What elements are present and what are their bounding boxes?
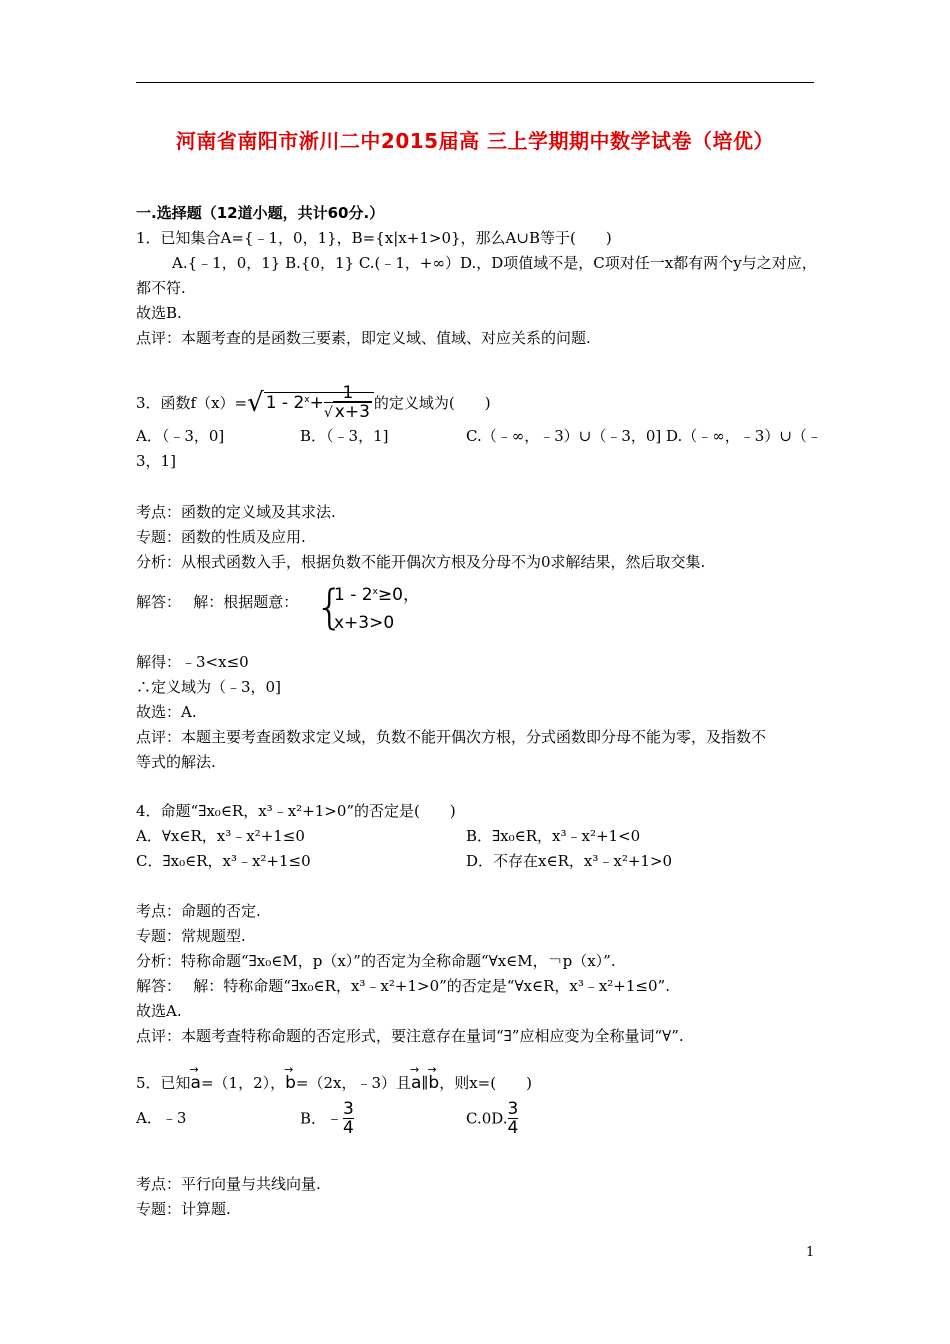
q5-vector-b-2: → b (428, 1073, 439, 1093)
q5-opt-d-num: 3 (507, 1099, 519, 1119)
q3-fraction (324, 384, 372, 422)
q5-parallel: ∥ (421, 1074, 429, 1092)
q3-domain: ∴定义域为（﹣3，0] (136, 678, 281, 696)
q3-opt-b: B．（﹣3，1] (300, 427, 389, 445)
q4-kaodian: 考点：命题的否定. (136, 902, 261, 920)
q3-comment-2: 等式的解法. (136, 753, 216, 771)
q5-vector-a-2: → a (411, 1073, 421, 1093)
q4-fenxi: 分析：特称命题“∃x₀∈M，p（x）”的否定为全称命题“∀x∈M，￢p（x）”. (136, 952, 616, 970)
q4-jieda: 解答： 解：特称命题“∃x₀∈R，x³﹣x²+1>0”的否定是“∀x∈R，x³﹣x²+1≤0”. (136, 977, 670, 995)
q3-opt-a: A．（﹣3，0] (136, 427, 225, 445)
q3-stem-pre: 3．函数f（x）= (136, 394, 248, 412)
brace-icon: { (315, 580, 345, 634)
q5-opt-b-fraction (343, 1100, 354, 1137)
q5-opt-d-den: 4 (507, 1118, 519, 1138)
q3-radicand-exp: x (304, 395, 310, 405)
q5-stem (136, 1073, 532, 1093)
q5-opt-d-fraction (508, 1100, 519, 1137)
q5-zhuanti: 专题：计算题. (136, 1200, 231, 1218)
q3-sys1-rel: ≥0， (377, 585, 420, 605)
q5-vector-a: → a (191, 1073, 201, 1093)
q3-frac-den-rad: x+3 (334, 402, 370, 422)
q3-sys1-exp: x (372, 587, 378, 597)
q4-opt-d: D．不存在x∈R，x³﹣x²+1>0 (466, 852, 673, 870)
q3-frac-num: 1 (342, 383, 354, 403)
q3-comment-1: 点评：本题主要考查函数求定义域，负数不能开偶次方根，分式函数即分母不能为零，及指数不 (136, 728, 767, 746)
q4-opt-a: A．∀x∈R，x³﹣x²+1≤0 (136, 827, 305, 845)
q4-opt-c: C．∃x₀∈R，x³﹣x²+1≤0 (136, 852, 311, 870)
q5-opt-b (300, 1100, 354, 1137)
q5-opt-a: A．﹣3 (136, 1109, 187, 1127)
q3-radicand: $1 - 2^x+\frac{1}{√ x+3}$ (264, 392, 374, 413)
q4-answer: 故选A. (136, 1002, 182, 1020)
q3-frac-den: √ x+3 (323, 402, 370, 422)
q4-zhuanti: 专题：常规题型. (136, 927, 246, 945)
q5-opt-cd (466, 1100, 518, 1137)
header-rule (136, 82, 814, 83)
q3-formula (247, 383, 374, 422)
q1-answer: 故选B. (136, 304, 182, 322)
q4-comment: 点评：本题考查特称命题的否定形式，要注意存在量词“∃”应相应变为全称量词“∀”. (136, 1027, 684, 1045)
q3-fenxi: 分析：从根式函数入手，根据负数不能开偶次方根及分母不为0求解结果，然后取交集. (136, 553, 706, 571)
q1-options: A.{﹣1，0，1} B.{0，1} C.(﹣1，+∞）D.，D项值域不是，C项对任一x都有两个y与之对应， (172, 254, 817, 272)
q5-opt-b-num: 3 (343, 1099, 354, 1119)
q4-stem: 4．命题“∃x₀∈R，x³﹣x²+1>0”的否定是( ) (136, 802, 456, 820)
q3-system-line2: x+3>0 (334, 613, 395, 633)
q4-opt-b: B．∃x₀∈R，x³﹣x²+1<0 (466, 827, 641, 845)
q3-radicand-base: 1 - 2 (265, 393, 305, 413)
q5-mid2: =（2x，﹣3）且 (295, 1074, 412, 1092)
q3-opt-cd: C.（﹣∞，﹣3）∪（﹣3，0] D.（﹣∞，﹣3）∪（﹣ (466, 427, 822, 445)
q3-stem-post: 的定义域为( ) (373, 394, 491, 412)
q5-opt-b-sign: ﹣ (326, 1108, 344, 1129)
q3-answer: 故选：A. (136, 703, 197, 721)
q3-jiede: 解得：﹣3<x≤0 (136, 653, 249, 671)
q5-stem-pre: 5．已知 (136, 1074, 191, 1092)
q5-opt-cd-label: C.0D. (466, 1109, 508, 1128)
q5-vector-b: → b (285, 1073, 296, 1093)
q5-stem-post: ，则x=( ) (439, 1074, 532, 1092)
q5-opt-b-den: 4 (343, 1118, 354, 1138)
q5-kaodian: 考点：平行向量与共线向量. (136, 1175, 321, 1193)
q3-kaodian: 考点：函数的定义域及其求法. (136, 503, 336, 521)
q3-stem (136, 384, 491, 422)
q1-options-cont: 都不符. (136, 279, 186, 297)
q5-opt-b-label: B． (300, 1109, 327, 1128)
q3-opt-cont: 3，1] (136, 452, 176, 470)
q3-jieda: 解答： 解：根据题意： (136, 593, 299, 611)
q3-sys1-base: 1 - 2 (334, 585, 373, 605)
q1-stem: 1．已知集合A={﹣1，0，1}，B={x|x+1>0}，那么A∪B等于( ) (136, 229, 612, 247)
section-heading: 一.选择题（12道小题，共计60分.） (136, 204, 385, 222)
q3-zhuanti: 专题：函数的性质及应用. (136, 528, 306, 546)
page-title: 河南省南阳市淅川二中2015届高 三上学期期中数学试卷（培优） (175, 129, 775, 153)
q1-comment: 点评：本题考查的是函数三要素，即定义域、值域、对应关系的问题. (136, 329, 591, 347)
page-number: 1 (806, 1245, 815, 1260)
q5-mid1: =（1，2）， (200, 1074, 286, 1092)
radical-icon: √ (247, 388, 264, 418)
q3-system-line1 (334, 585, 420, 605)
